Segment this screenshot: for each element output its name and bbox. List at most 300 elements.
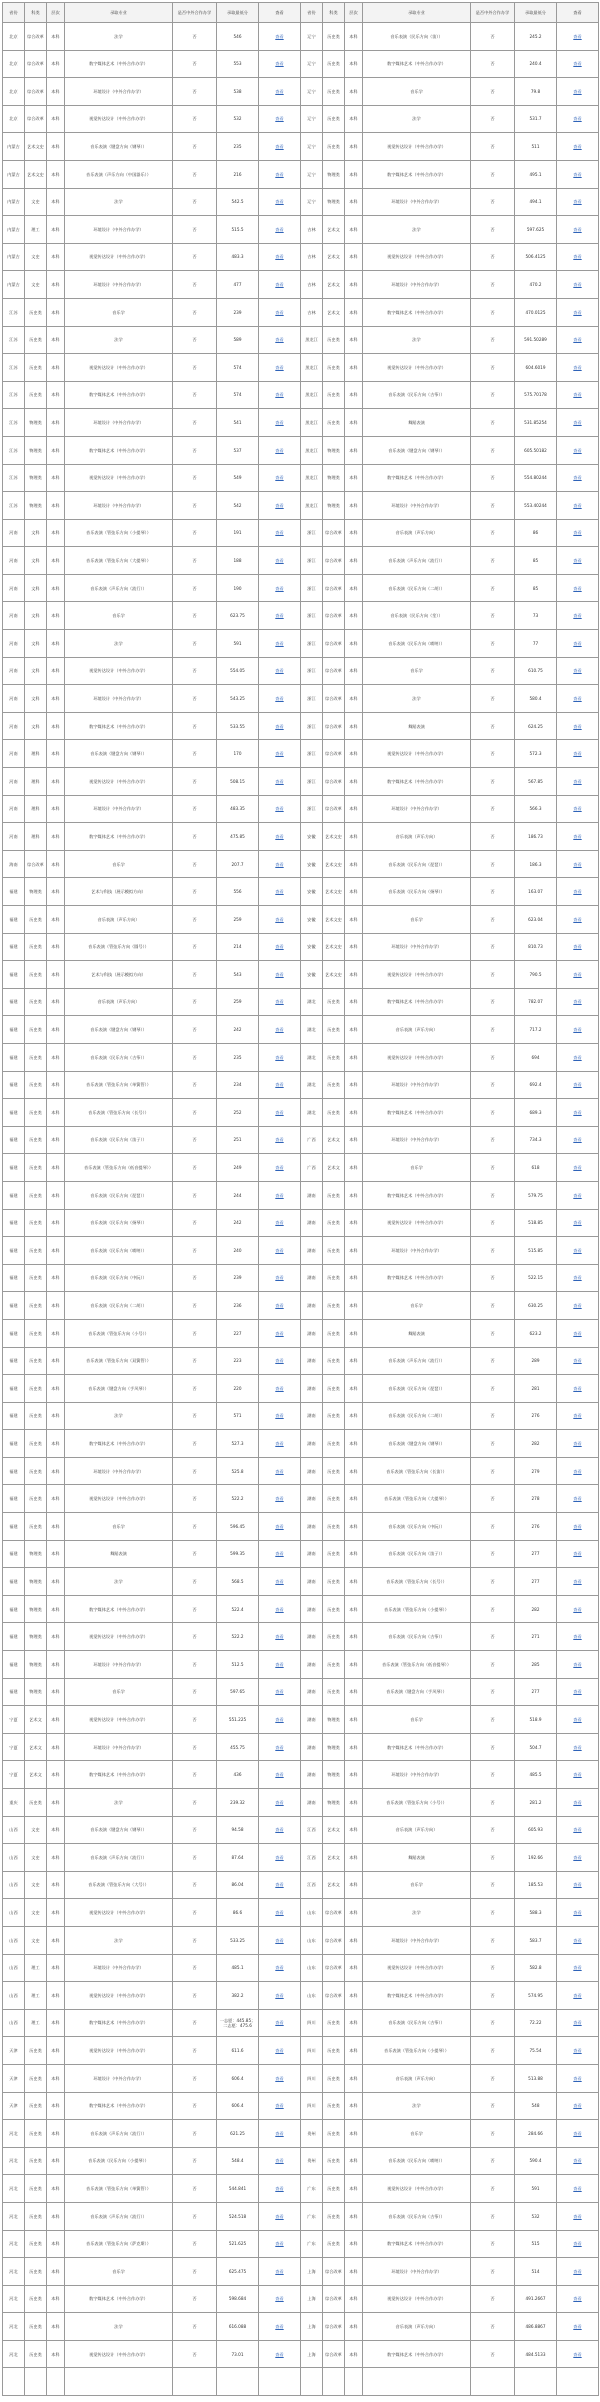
view-link[interactable]: 查看: [573, 1689, 582, 1695]
cell-joint-program: 否: [173, 436, 217, 464]
view-link[interactable]: 查看: [573, 2323, 582, 2329]
view-link[interactable]: 查看: [275, 2048, 284, 2054]
view-link[interactable]: 查看: [275, 254, 284, 260]
cell-subject-type: 历史类: [323, 2064, 345, 2092]
view-link[interactable]: 查看: [275, 88, 284, 94]
view-link[interactable]: 查看: [275, 2130, 284, 2136]
view-link[interactable]: 查看: [275, 1910, 284, 1916]
cell-subject-type: 历史类: [323, 1595, 345, 1623]
view-link[interactable]: 查看: [573, 1137, 582, 1143]
view-link[interactable]: 查看: [275, 2103, 284, 2109]
view-link[interactable]: 查看: [573, 2213, 582, 2219]
view-link[interactable]: 查看: [573, 1027, 582, 1033]
cell-major: 视觉传达设计（中外合作办学）: [65, 2037, 173, 2065]
cell-level: 本科: [47, 2064, 65, 2092]
view-link[interactable]: 查看: [573, 861, 582, 867]
view-link[interactable]: 查看: [275, 2241, 284, 2247]
view-link[interactable]: 查看: [573, 585, 582, 591]
cell-level: 本科: [47, 2230, 65, 2258]
cell-view: [557, 1595, 599, 1623]
view-link[interactable]: 查看: [275, 1109, 284, 1115]
cell-subject-type: 物理类: [25, 1595, 47, 1623]
view-link[interactable]: 查看: [573, 1827, 582, 1833]
cell-province: 河北: [3, 2147, 25, 2175]
view-link[interactable]: 查看: [573, 916, 582, 922]
view-link[interactable]: 查看: [275, 1082, 284, 1088]
cell-min-score: 548.4: [217, 2147, 259, 2175]
view-link[interactable]: 查看: [573, 2296, 582, 2302]
cell-province: 黑龙江: [301, 464, 323, 492]
view-link[interactable]: 查看: [573, 2351, 582, 2357]
view-link[interactable]: 查看: [275, 1192, 284, 1198]
cell-major: 数字媒体艺术（中外合作办学）: [65, 2285, 173, 2313]
cell-view: [259, 1982, 301, 2010]
cell-joint-program: 否: [471, 1209, 515, 1237]
view-link[interactable]: 查看: [275, 1330, 284, 1336]
cell-min-score: 242: [217, 1016, 259, 1044]
view-link[interactable]: 查看: [573, 640, 582, 646]
view-link[interactable]: 查看: [275, 751, 284, 757]
cell-view: [557, 630, 599, 658]
cell-view: [259, 988, 301, 1016]
cell-view: [259, 519, 301, 547]
cell-major: 音乐表演（声乐方向）: [65, 906, 173, 934]
cell-view: [259, 768, 301, 796]
view-link[interactable]: 查看: [275, 1496, 284, 1502]
cell-view: [557, 1181, 599, 1209]
view-link[interactable]: 查看: [573, 1192, 582, 1198]
view-link[interactable]: 查看: [275, 971, 284, 977]
cell-province: 山西: [3, 1816, 25, 1844]
view-link[interactable]: 查看: [275, 2186, 284, 2191]
view-link[interactable]: 查看: [275, 116, 284, 122]
view-link[interactable]: 查看: [573, 751, 582, 757]
cell-major: 数字媒体艺术（中外合作办学）: [65, 2092, 173, 2120]
cell-province: 上海: [301, 2285, 323, 2313]
view-link[interactable]: 查看: [573, 613, 582, 619]
cell-level: 本科: [47, 2258, 65, 2286]
view-link[interactable]: 查看: [573, 1716, 582, 1722]
cell-major: 音乐表演（声乐方向（流行））: [65, 1844, 173, 1872]
cell-level: 本科: [345, 1954, 363, 1982]
view-link[interactable]: 查看: [573, 1247, 582, 1253]
view-link[interactable]: 查看: [573, 723, 582, 729]
view-link[interactable]: 查看: [573, 1413, 582, 1419]
view-link[interactable]: 查看: [275, 1634, 284, 1640]
view-link[interactable]: 查看: [275, 1827, 284, 1833]
cell-major: 环境设计（中外合作办学）: [65, 2064, 173, 2092]
view-link[interactable]: 查看: [275, 364, 284, 370]
cell-joint-program: 否: [173, 657, 217, 685]
table-row: [3, 2120, 599, 2148]
view-link[interactable]: 查看: [275, 1165, 284, 1171]
view-link[interactable]: 查看: [275, 502, 284, 508]
view-link[interactable]: 查看: [573, 1496, 582, 1502]
cell-major: 数字媒体艺术（中外合作办学）: [363, 464, 471, 492]
cell-min-score: 277: [515, 1568, 557, 1596]
cell-joint-program: 否: [471, 23, 515, 51]
cell-subject-type: 历史类: [25, 1181, 47, 1209]
cell-subject-type: 历史类: [25, 1457, 47, 1485]
view-link[interactable]: 查看: [573, 2268, 582, 2274]
cell-joint-program: 否: [471, 1789, 515, 1817]
view-link[interactable]: 查看: [275, 171, 284, 177]
cell-joint-program: 否: [471, 2064, 515, 2092]
cell-view: [557, 2064, 599, 2092]
cell-province: 辽宁: [301, 78, 323, 106]
view-link[interactable]: 查看: [275, 695, 284, 701]
view-link[interactable]: 查看: [275, 144, 284, 150]
view-link[interactable]: 查看: [573, 88, 582, 94]
cell-major: 音乐学: [65, 1513, 173, 1541]
cell-min-score: 538: [217, 78, 259, 106]
view-link[interactable]: 查看: [275, 420, 284, 425]
view-link[interactable]: 查看: [275, 2213, 284, 2219]
cell-min-score: 589: [217, 326, 259, 354]
view-link[interactable]: 查看: [573, 2020, 582, 2026]
view-link[interactable]: 查看: [573, 2241, 582, 2247]
view-link[interactable]: 查看: [275, 226, 284, 232]
cell-major: 环境设计（中外合作办学）: [65, 492, 173, 520]
view-link[interactable]: 查看: [275, 944, 284, 950]
view-link[interactable]: 查看: [573, 530, 582, 536]
view-link[interactable]: 查看: [573, 1772, 582, 1778]
cell-joint-program: 否: [471, 1651, 515, 1679]
cell-view: [557, 961, 599, 989]
cell-subject-type: 文科: [25, 685, 47, 713]
view-link[interactable]: 查看: [275, 778, 284, 784]
cell-joint-program: 否: [173, 602, 217, 630]
cell-view: [259, 492, 301, 520]
cell-min-score: 518.9: [515, 1706, 557, 1734]
cell-level: 本科: [47, 1016, 65, 1044]
view-link[interactable]: 查看: [275, 2351, 284, 2357]
view-link[interactable]: 查看: [275, 1606, 284, 1612]
cell-level: 本科: [47, 1154, 65, 1182]
cell-level: 本科: [345, 2092, 363, 2120]
cell-level: 本科: [47, 519, 65, 547]
cell-level: 本科: [47, 685, 65, 713]
cell-subject-type: 艺术文: [323, 1816, 345, 1844]
view-link[interactable]: 查看: [275, 1689, 284, 1695]
view-link[interactable]: 查看: [573, 392, 582, 398]
view-link[interactable]: 查看: [275, 1799, 284, 1805]
cell-min-score: 624.25: [515, 712, 557, 740]
view-link[interactable]: 查看: [275, 1385, 284, 1391]
view-link[interactable]: 查看: [573, 1220, 582, 1226]
view-link[interactable]: 查看: [275, 475, 284, 481]
view-link[interactable]: 查看: [573, 971, 582, 977]
cell-joint-program: 否: [471, 1871, 515, 1899]
cell-major: 视觉传达设计（中外合作办学）: [363, 2175, 471, 2203]
view-link[interactable]: 查看: [275, 1523, 284, 1529]
view-link[interactable]: 查看: [573, 199, 582, 205]
view-link[interactable]: 查看: [275, 1661, 284, 1667]
cell-province: 浙江: [301, 602, 323, 630]
cell-level: 本科: [47, 1237, 65, 1265]
cell-major: 音乐表演（管弦乐方向（小提琴））: [65, 519, 173, 547]
view-link[interactable]: 查看: [275, 916, 284, 922]
view-link[interactable]: 查看: [573, 1606, 582, 1612]
view-link[interactable]: 查看: [573, 1330, 582, 1336]
cell-subject-type: 历史类: [323, 2092, 345, 2120]
cell-subject-type: 物理类: [25, 1540, 47, 1568]
cell-view: [259, 381, 301, 409]
view-link[interactable]: 查看: [573, 1882, 582, 1888]
view-link[interactable]: 查看: [573, 447, 582, 453]
cell-level: 本科: [47, 1071, 65, 1099]
view-link[interactable]: 查看: [275, 2268, 284, 2274]
view-link[interactable]: 查看: [573, 1358, 582, 1364]
view-link[interactable]: 查看: [573, 1634, 582, 1640]
view-link[interactable]: 查看: [275, 1854, 284, 1860]
table-row: [3, 1485, 599, 1513]
cell-province: 河北: [3, 2202, 25, 2230]
view-link[interactable]: 查看: [275, 833, 284, 839]
view-link[interactable]: 查看: [275, 1468, 284, 1474]
cell-level: 本科: [345, 1375, 363, 1403]
view-link[interactable]: 查看: [275, 337, 284, 343]
cell-view: [259, 2230, 301, 2258]
cell-view: [557, 1651, 599, 1679]
view-link[interactable]: 查看: [573, 1551, 582, 1557]
view-link[interactable]: 查看: [573, 171, 582, 177]
view-link[interactable]: 查看: [275, 1578, 284, 1584]
cell-level: 本科: [345, 961, 363, 989]
cell-province: 福建: [3, 933, 25, 961]
view-link[interactable]: 查看: [275, 309, 284, 315]
cell-joint-program: 否: [471, 2175, 515, 2203]
cell-view: [557, 2120, 599, 2148]
view-link[interactable]: 查看: [573, 282, 582, 288]
table-row: [3, 2313, 599, 2341]
cell-major: 舞蹈表演: [363, 712, 471, 740]
cell-subject-type: 物理类: [323, 1733, 345, 1761]
view-link[interactable]: 查看: [573, 420, 582, 425]
view-link[interactable]: 查看: [275, 1937, 284, 1943]
view-link[interactable]: 查看: [275, 1054, 284, 1060]
view-link[interactable]: 查看: [275, 1220, 284, 1226]
cell-joint-program: 否: [173, 2313, 217, 2341]
view-link[interactable]: 查看: [275, 392, 284, 398]
cell-level: 本科: [345, 1513, 363, 1541]
cell-major: 音乐表演（管弦乐方向（长笛））: [363, 1457, 471, 1485]
cell-subject-type: 历史类: [25, 988, 47, 1016]
view-link[interactable]: 查看: [573, 502, 582, 508]
view-link[interactable]: 查看: [275, 861, 284, 867]
view-link[interactable]: 查看: [275, 1440, 284, 1446]
view-link[interactable]: 查看: [573, 1937, 582, 1943]
view-link[interactable]: 查看: [573, 1109, 582, 1115]
view-link[interactable]: 查看: [275, 1992, 284, 1998]
cell-major: 音乐表演（管弦乐方向（长号））: [65, 1099, 173, 1127]
view-link[interactable]: 查看: [275, 1137, 284, 1143]
table-row: [3, 1706, 599, 1734]
cell-level: 本科: [345, 2037, 363, 2065]
cell-view: [557, 2202, 599, 2230]
view-link[interactable]: 查看: [275, 1965, 284, 1971]
view-link[interactable]: 查看: [573, 337, 582, 343]
cell-province: 浙江: [301, 657, 323, 685]
cell-min-score: 618: [515, 1154, 557, 1182]
table-row: [3, 547, 599, 575]
cell-major: 音乐表演（管弦乐方向（大提琴））: [363, 1485, 471, 1513]
cell-level: 本科: [47, 657, 65, 685]
view-link[interactable]: 查看: [573, 1744, 582, 1750]
view-link[interactable]: 查看: [573, 2130, 582, 2136]
cell-province: 福建: [3, 1513, 25, 1541]
view-link[interactable]: 查看: [275, 1772, 284, 1778]
cell-min-score: [515, 2368, 557, 2396]
view-link[interactable]: 查看: [573, 475, 582, 481]
cell-major: 音乐表演（声乐方向）: [363, 823, 471, 851]
view-link[interactable]: 查看: [573, 1910, 582, 1916]
view-link[interactable]: 查看: [275, 2323, 284, 2329]
view-link[interactable]: 查看: [573, 668, 582, 674]
view-link[interactable]: 查看: [275, 889, 284, 895]
view-link[interactable]: 查看: [275, 668, 284, 674]
cell-min-score: 186.73: [515, 823, 557, 851]
view-link[interactable]: 查看: [275, 1716, 284, 1722]
cell-level: 本科: [47, 1513, 65, 1541]
view-link[interactable]: 查看: [573, 2075, 582, 2081]
view-link[interactable]: 查看: [275, 33, 284, 39]
cell-level: 本科: [345, 1540, 363, 1568]
view-link[interactable]: 查看: [573, 778, 582, 784]
view-link[interactable]: 查看: [573, 2103, 582, 2109]
view-link[interactable]: 查看: [275, 999, 284, 1005]
cell-major: 艺术与科技（展示模拟方向）: [65, 878, 173, 906]
view-link[interactable]: 查看: [275, 640, 284, 646]
view-link[interactable]: 查看: [573, 695, 582, 701]
cell-major: 数字媒体艺术（中外合作办学）: [363, 1982, 471, 2010]
view-link[interactable]: 查看: [573, 1468, 582, 1474]
cell-subject-type: 历史类: [323, 1209, 345, 1237]
cell-major: 法学: [65, 1402, 173, 1430]
view-link[interactable]: 查看: [573, 2186, 582, 2191]
view-link[interactable]: 查看: [275, 1247, 284, 1253]
view-link[interactable]: 查看: [573, 1661, 582, 1667]
view-link[interactable]: 查看: [573, 33, 582, 39]
view-link[interactable]: 查看: [573, 557, 582, 563]
view-link[interactable]: 查看: [275, 1882, 284, 1888]
view-link[interactable]: 查看: [275, 2075, 284, 2081]
cell-min-score: 623.75: [217, 602, 259, 630]
view-link[interactable]: 查看: [573, 1054, 582, 1060]
view-link[interactable]: 查看: [275, 2158, 284, 2164]
view-link[interactable]: 查看: [573, 254, 582, 260]
view-link[interactable]: 查看: [573, 1523, 582, 1529]
cell-province: 山东: [301, 1982, 323, 2010]
view-link[interactable]: 查看: [573, 999, 582, 1005]
view-link[interactable]: 查看: [573, 1965, 582, 1971]
view-link[interactable]: 查看: [275, 1027, 284, 1033]
view-link[interactable]: 查看: [275, 61, 284, 67]
view-link[interactable]: 查看: [275, 1303, 284, 1308]
cell-level: 本科: [345, 823, 363, 851]
cell-min-score: 554.05: [217, 657, 259, 685]
cell-joint-program: 否: [471, 1043, 515, 1071]
view-link[interactable]: 查看: [275, 2020, 284, 2026]
cell-province: 河北: [3, 2340, 25, 2368]
view-link[interactable]: 查看: [573, 1440, 582, 1446]
view-link[interactable]: 查看: [275, 723, 284, 729]
cell-view: [259, 23, 301, 51]
view-link[interactable]: 查看: [573, 1303, 582, 1308]
cell-major: 视觉传达设计（中外合作办学）: [65, 1623, 173, 1651]
view-link[interactable]: 查看: [275, 585, 284, 591]
view-link[interactable]: 查看: [573, 2048, 582, 2054]
view-link[interactable]: 查看: [573, 2158, 582, 2164]
view-link[interactable]: 查看: [573, 1275, 582, 1281]
cell-min-score: 575.70178: [515, 381, 557, 409]
view-link[interactable]: 查看: [275, 1413, 284, 1419]
cell-province: 湖南: [301, 1347, 323, 1375]
cell-subject-type: 历史类: [323, 2037, 345, 2065]
view-link[interactable]: 查看: [573, 309, 582, 315]
view-link[interactable]: 查看: [573, 1578, 582, 1584]
view-link[interactable]: 查看: [275, 1551, 284, 1557]
view-link[interactable]: 查看: [275, 613, 284, 619]
view-link[interactable]: 查看: [275, 1275, 284, 1281]
view-link[interactable]: 查看: [573, 944, 582, 950]
view-link[interactable]: 查看: [573, 889, 582, 895]
view-link[interactable]: 查看: [573, 1799, 582, 1805]
view-link[interactable]: 查看: [275, 282, 284, 288]
cell-level: 本科: [47, 906, 65, 934]
view-link[interactable]: 查看: [573, 144, 582, 150]
cell-province: 山东: [301, 1954, 323, 1982]
cell-subject-type: 综合改革: [25, 50, 47, 78]
cell-province: [3, 2368, 25, 2396]
view-link[interactable]: 查看: [573, 1992, 582, 1998]
view-link[interactable]: 查看: [573, 364, 582, 370]
cell-major: 音乐表演（民乐方向（笛））: [363, 23, 471, 51]
table-row: [3, 298, 599, 326]
view-link[interactable]: 查看: [275, 806, 284, 812]
view-link[interactable]: 查看: [573, 806, 582, 812]
cell-province: [301, 2368, 323, 2396]
view-link[interactable]: 查看: [275, 2296, 284, 2302]
view-link[interactable]: 查看: [275, 557, 284, 563]
header-major: 录取专业: [65, 3, 173, 23]
view-link[interactable]: 查看: [275, 1358, 284, 1364]
cell-view: [259, 2120, 301, 2148]
view-link[interactable]: 查看: [275, 447, 284, 453]
view-link[interactable]: 查看: [275, 199, 284, 205]
cell-min-score: 245.2: [515, 23, 557, 51]
cell-view: [557, 547, 599, 575]
view-link[interactable]: 查看: [573, 1165, 582, 1171]
view-link[interactable]: 查看: [573, 226, 582, 232]
cell-subject-type: 文史: [25, 243, 47, 271]
cell-view: [259, 1319, 301, 1347]
view-link[interactable]: 查看: [573, 1854, 582, 1860]
view-link[interactable]: 查看: [573, 1385, 582, 1391]
view-link[interactable]: 查看: [573, 116, 582, 122]
cell-view: [259, 2202, 301, 2230]
view-link[interactable]: 查看: [275, 1744, 284, 1750]
cell-joint-program: 否: [173, 1844, 217, 1872]
cell-joint-program: 否: [173, 243, 217, 271]
view-link[interactable]: 查看: [573, 61, 582, 67]
cell-level: 本科: [345, 243, 363, 271]
view-link[interactable]: 查看: [573, 833, 582, 839]
cell-view: [557, 1209, 599, 1237]
cell-major: 音乐学: [65, 602, 173, 630]
view-link[interactable]: 查看: [275, 530, 284, 536]
view-link[interactable]: 查看: [573, 1082, 582, 1088]
